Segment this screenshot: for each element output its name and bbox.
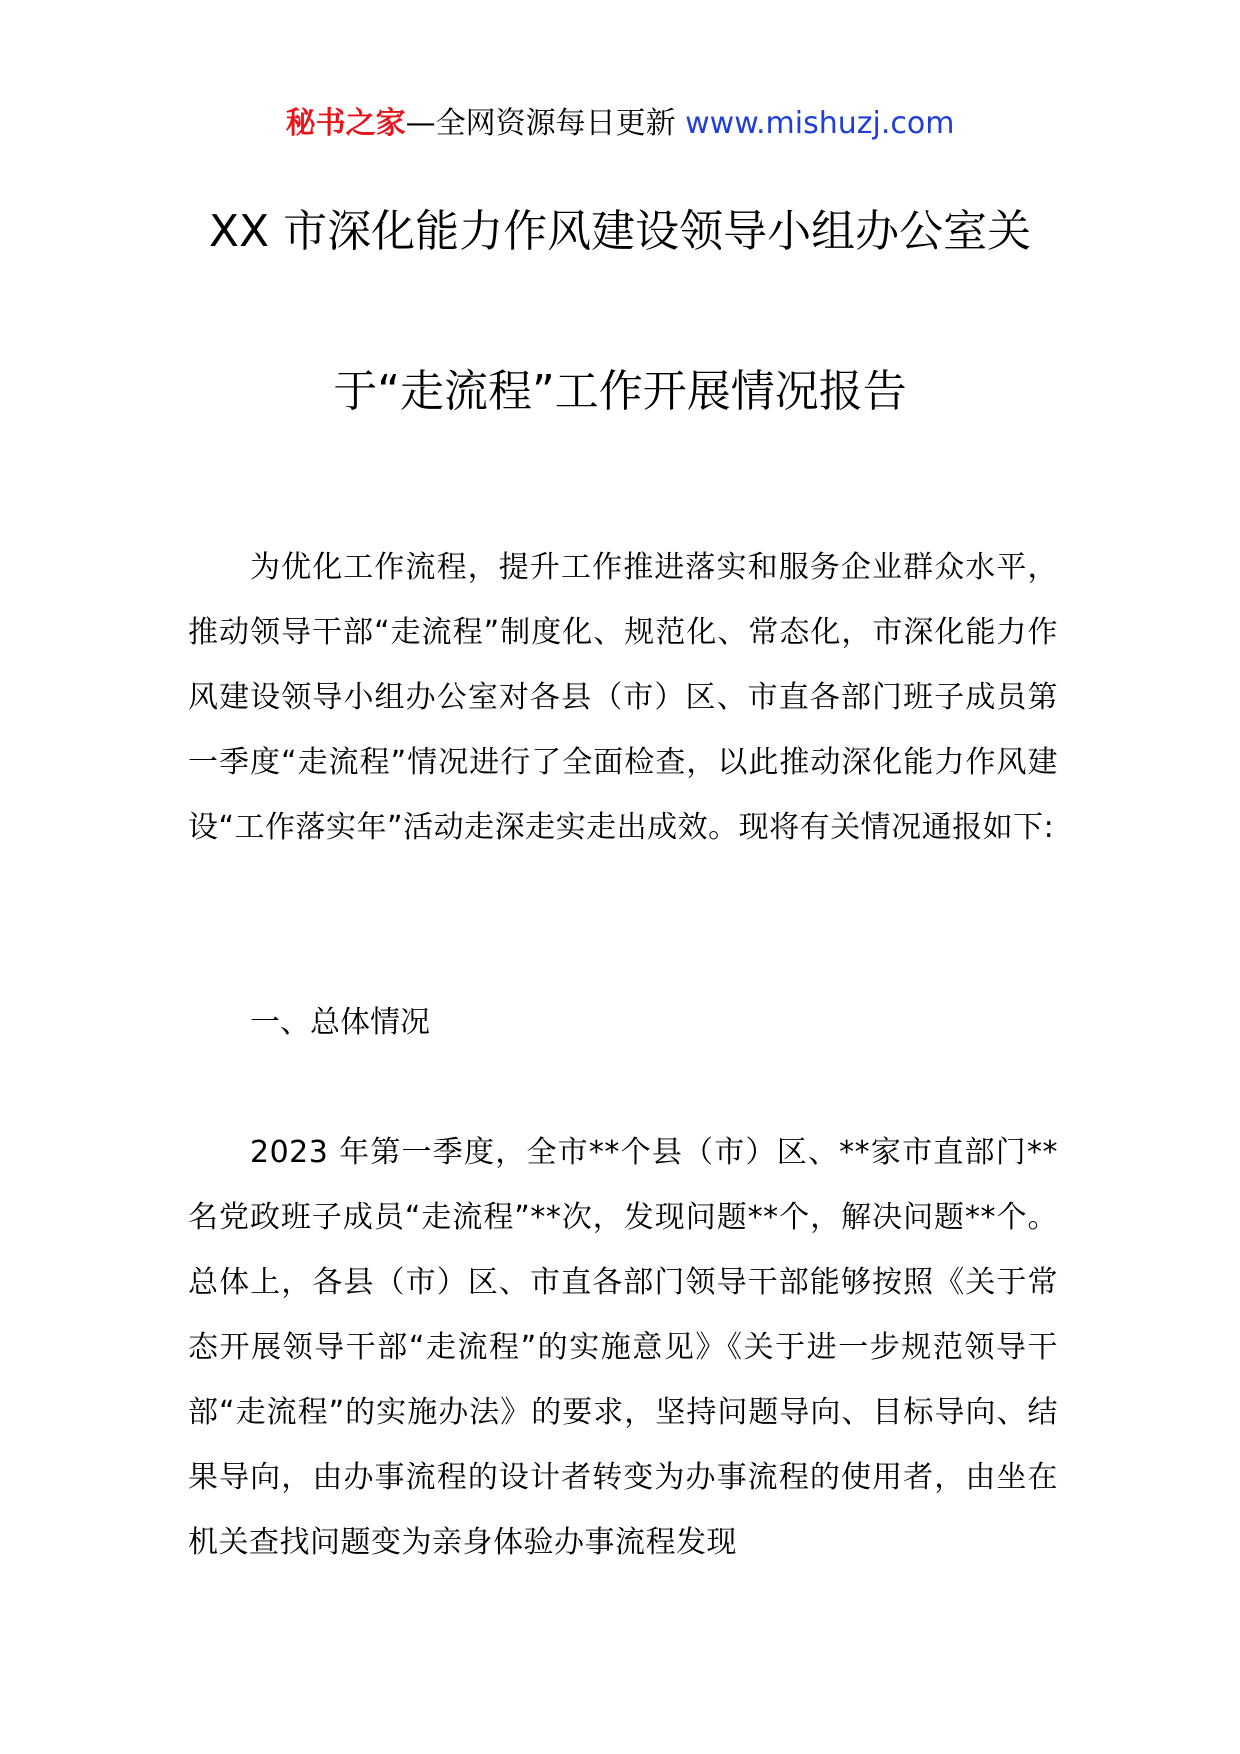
title-line-1: XX 市深化能力作风建设领导小组办公室关 <box>208 206 1032 257</box>
intro-paragraph: 为优化工作流程，提升工作推进落实和服务企业群众水平，推动领导干部“走流程”制度化、规范化、常态化，市深化能力作风建设领导小组办公室对各县（市）区、市直各部门班子成员第一季度“走流程”情况进行了全面检查，以此推动深化能力作风建设“工作落实年”活动走深走实走出成效。现将有关情况通报如下: <box>188 550 1058 845</box>
site-header <box>0 104 1240 144</box>
overview-paragraph: 2023 年第一季度，全市**个县（市）区、**家市直部门**名党政班子成员“走流程”**次，发现问题**个，解决问题**个。总体上，各县（市）区、市直各部门领导干部能够按照《关于常态开展领导干部“走流程”的实施意见》《关于进一步规范领导干部“走流程”的实施办法》的要求，坚持问题导向、目标导向、结果导向，由办事流程的设计者转变为办事流程的使用者，由坐在机关查找问题变为亲身体验办事流程发现 <box>188 1135 1058 1560</box>
site-name: 秘书之家 <box>285 106 406 141</box>
site-url-link[interactable]: www.mishuzj.com <box>685 106 955 141</box>
document-title <box>150 192 1090 512</box>
section-heading: 一、总体情况 <box>250 1005 430 1040</box>
title-line-2: 于“走流程”工作开展情况报告 <box>333 366 907 417</box>
site-tagline: —全网资源每日更新 <box>405 106 676 141</box>
